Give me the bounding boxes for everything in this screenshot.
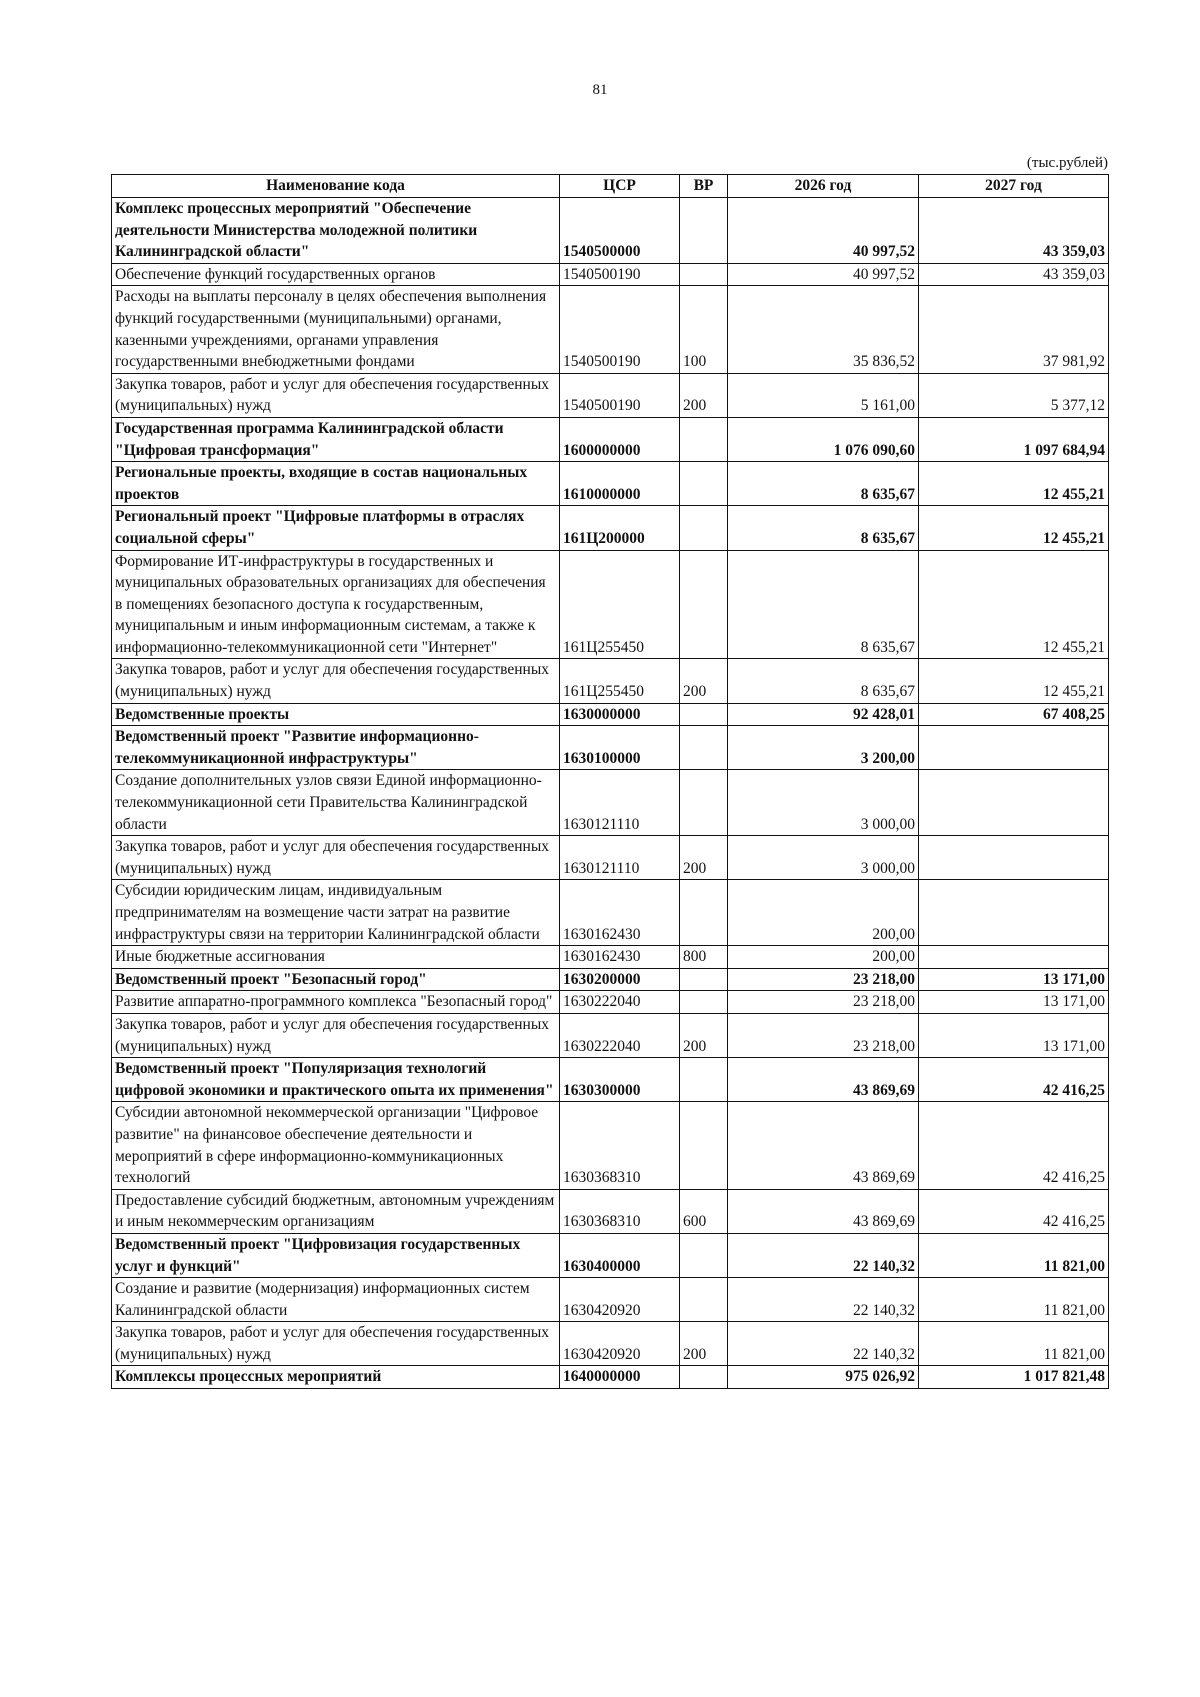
cell-name: Закупка товаров, работ и услуг для обеспечения государственных (муниципальных) нужд (112, 659, 560, 703)
table-row (112, 1322, 1109, 1366)
table-row (112, 1366, 1109, 1389)
cell-2026: 43 869,69 (728, 1058, 919, 1102)
cell-csr: 1540500000 (560, 198, 680, 264)
cell-2027 (919, 880, 1109, 946)
table-row (112, 946, 1109, 969)
header-csr: ЦСР (560, 175, 680, 198)
cell-2027: 13 171,00 (919, 991, 1109, 1014)
cell-2026: 200,00 (728, 880, 919, 946)
cell-csr: 1630368310 (560, 1189, 680, 1233)
cell-name: Региональные проекты, входящие в состав национальных проектов (112, 462, 560, 506)
cell-2026: 23 218,00 (728, 968, 919, 991)
cell-2027 (919, 770, 1109, 836)
cell-2026: 23 218,00 (728, 991, 919, 1014)
cell-2026: 5 161,00 (728, 373, 919, 417)
cell-name: Расходы на выплаты персоналу в целях обеспечения выполнения функций государственными (муниципальными) органами, казенными учреждениями, органами управления государственными внебюджетными фондами (112, 286, 560, 373)
cell-csr: 1540500190 (560, 263, 680, 286)
cell-2026: 8 635,67 (728, 462, 919, 506)
cell-2027: 13 171,00 (919, 1013, 1109, 1057)
cell-vr (680, 1102, 728, 1189)
cell-vr: 200 (680, 659, 728, 703)
table-row (112, 550, 1109, 659)
cell-vr (680, 1278, 728, 1322)
cell-2027: 13 171,00 (919, 968, 1109, 991)
cell-vr: 100 (680, 286, 728, 373)
cell-name: Создание и развитие (модернизация) информационных систем Калининградской области (112, 1278, 560, 1322)
cell-csr: 1630162430 (560, 946, 680, 969)
cell-2027: 12 455,21 (919, 462, 1109, 506)
cell-name: Ведомственный проект "Безопасный город" (112, 968, 560, 991)
table-row (112, 462, 1109, 506)
cell-vr (680, 726, 728, 770)
cell-name: Обеспечение функций государственных органов (112, 263, 560, 286)
cell-2027: 37 981,92 (919, 286, 1109, 373)
cell-name: Ведомственный проект "Популяризация технологий цифровой экономики и практического опыта их применения" (112, 1058, 560, 1102)
table-row (112, 703, 1109, 726)
cell-name: Предоставление субсидий бюджетным, автономным учреждениям и иным некоммерческим организациям (112, 1189, 560, 1233)
page-number: 81 (592, 82, 608, 98)
cell-vr: 200 (680, 373, 728, 417)
table-body (112, 198, 1109, 1389)
cell-name: Ведомственный проект "Цифровизация государственных услуг и функций" (112, 1233, 560, 1277)
cell-2026: 43 869,69 (728, 1102, 919, 1189)
cell-2027: 42 416,25 (919, 1058, 1109, 1102)
cell-2027 (919, 726, 1109, 770)
header-name: Наименование кода (112, 175, 560, 198)
header-2027: 2027 год (919, 175, 1109, 198)
cell-name: Закупка товаров, работ и услуг для обеспечения государственных (муниципальных) нужд (112, 373, 560, 417)
cell-name: Ведомственный проект "Развитие информационно-телекоммуникационной инфраструктуры" (112, 726, 560, 770)
cell-vr (680, 968, 728, 991)
cell-vr (680, 462, 728, 506)
cell-vr: 800 (680, 946, 728, 969)
cell-2027: 1 097 684,94 (919, 417, 1109, 461)
cell-vr (680, 991, 728, 1014)
cell-2026: 35 836,52 (728, 286, 919, 373)
cell-csr: 1540500190 (560, 286, 680, 373)
cell-csr: 1600000000 (560, 417, 680, 461)
cell-name: Развитие аппаратно-программного комплекса "Безопасный город" (112, 991, 560, 1014)
cell-csr: 1630300000 (560, 1058, 680, 1102)
table-row (112, 726, 1109, 770)
cell-2027: 1 017 821,48 (919, 1366, 1109, 1389)
cell-csr: 1630200000 (560, 968, 680, 991)
cell-name: Субсидии юридическим лицам, индивидуальным предпринимателям на возмещение части затрат на развитие инфраструктуры связи на территории Калининградской области (112, 880, 560, 946)
cell-name: Закупка товаров, работ и услуг для обеспечения государственных (муниципальных) нужд (112, 1013, 560, 1057)
cell-csr: 1630400000 (560, 1233, 680, 1277)
table-row (112, 770, 1109, 836)
cell-csr: 1630162430 (560, 880, 680, 946)
table-row (112, 417, 1109, 461)
cell-name: Закупка товаров, работ и услуг для обеспечения государственных (муниципальных) нужд (112, 1322, 560, 1366)
table-row (112, 836, 1109, 880)
cell-vr (680, 1233, 728, 1277)
table-row (112, 263, 1109, 286)
table-row (112, 1189, 1109, 1233)
cell-vr (680, 417, 728, 461)
cell-csr: 1630121110 (560, 836, 680, 880)
cell-2026: 22 140,32 (728, 1233, 919, 1277)
cell-csr: 1630121110 (560, 770, 680, 836)
cell-vr (680, 550, 728, 659)
table-row (112, 198, 1109, 264)
cell-2027: 12 455,21 (919, 659, 1109, 703)
cell-vr (680, 198, 728, 264)
cell-vr (680, 1366, 728, 1389)
cell-name: Создание дополнительных узлов связи Единой информационно-телекоммуникационной сети Правительства Калининградской области (112, 770, 560, 836)
units-note: (тыс.рублей) (1026, 155, 1108, 171)
cell-2027: 5 377,12 (919, 373, 1109, 417)
cell-name: Комплексы процессных мероприятий (112, 1366, 560, 1389)
cell-vr (680, 263, 728, 286)
cell-vr (680, 880, 728, 946)
cell-2026: 3 000,00 (728, 770, 919, 836)
cell-2026: 8 635,67 (728, 506, 919, 550)
cell-vr (680, 703, 728, 726)
table-row (112, 506, 1109, 550)
table-row (112, 968, 1109, 991)
cell-name: Региональный проект "Цифровые платформы в отраслях социальной сферы" (112, 506, 560, 550)
cell-2026: 975 026,92 (728, 1366, 919, 1389)
cell-2026: 3 000,00 (728, 836, 919, 880)
cell-name: Субсидии автономной некоммерческой организации "Цифровое развитие" на финансовое обеспечение деятельности и мероприятий в сфере информационно-коммуникационных технологий (112, 1102, 560, 1189)
cell-name: Иные бюджетные ассигнования (112, 946, 560, 969)
cell-vr (680, 506, 728, 550)
cell-csr: 161Ц255450 (560, 550, 680, 659)
cell-2027: 42 416,25 (919, 1189, 1109, 1233)
header-vr: ВР (680, 175, 728, 198)
cell-2027: 43 359,03 (919, 263, 1109, 286)
cell-2026: 200,00 (728, 946, 919, 969)
table-row (112, 991, 1109, 1014)
cell-2027 (919, 946, 1109, 969)
table-row (112, 1102, 1109, 1189)
cell-2027: 11 821,00 (919, 1233, 1109, 1277)
cell-2026: 1 076 090,60 (728, 417, 919, 461)
cell-2026: 40 997,52 (728, 198, 919, 264)
cell-vr (680, 1058, 728, 1102)
cell-vr: 200 (680, 1322, 728, 1366)
cell-2026: 40 997,52 (728, 263, 919, 286)
cell-vr: 200 (680, 1013, 728, 1057)
cell-csr: 1630420920 (560, 1278, 680, 1322)
table-row (112, 373, 1109, 417)
cell-csr: 161Ц200000 (560, 506, 680, 550)
cell-name: Формирование ИТ-инфраструктуры в государственных и муниципальных образовательных организациях для обеспечения в помещениях безопасного доступа к государственным, муниципальным и иным информационным системам, а также к информационно-телекоммуникационной сети "Интернет" (112, 550, 560, 659)
budget-table (111, 174, 1109, 1389)
table-row (112, 286, 1109, 373)
cell-name: Ведомственные проекты (112, 703, 560, 726)
cell-2027: 11 821,00 (919, 1322, 1109, 1366)
cell-2027: 43 359,03 (919, 198, 1109, 264)
cell-2026: 23 218,00 (728, 1013, 919, 1057)
cell-2027: 67 408,25 (919, 703, 1109, 726)
cell-csr: 1630222040 (560, 991, 680, 1014)
cell-vr: 600 (680, 1189, 728, 1233)
cell-2027: 12 455,21 (919, 506, 1109, 550)
cell-2026: 3 200,00 (728, 726, 919, 770)
cell-csr: 1540500190 (560, 373, 680, 417)
table-row (112, 880, 1109, 946)
table-row (112, 659, 1109, 703)
cell-vr: 200 (680, 836, 728, 880)
cell-2026: 8 635,67 (728, 659, 919, 703)
cell-csr: 1630420920 (560, 1322, 680, 1366)
cell-2027 (919, 836, 1109, 880)
cell-vr (680, 770, 728, 836)
cell-2026: 22 140,32 (728, 1322, 919, 1366)
cell-2027: 42 416,25 (919, 1102, 1109, 1189)
cell-2027: 11 821,00 (919, 1278, 1109, 1322)
cell-name: Государственная программа Калининградской области "Цифровая трансформация" (112, 417, 560, 461)
cell-csr: 1630000000 (560, 703, 680, 726)
cell-2026: 8 635,67 (728, 550, 919, 659)
cell-2026: 92 428,01 (728, 703, 919, 726)
table-header-row (112, 175, 1109, 198)
cell-2026: 43 869,69 (728, 1189, 919, 1233)
cell-csr: 1630368310 (560, 1102, 680, 1189)
cell-2027: 12 455,21 (919, 550, 1109, 659)
header-2026: 2026 год (728, 175, 919, 198)
cell-name: Закупка товаров, работ и услуг для обеспечения государственных (муниципальных) нужд (112, 836, 560, 880)
cell-csr: 1640000000 (560, 1366, 680, 1389)
cell-csr: 161Ц255450 (560, 659, 680, 703)
table-row (112, 1013, 1109, 1057)
cell-name: Комплекс процессных мероприятий "Обеспечение деятельности Министерства молодежной политики Калининградской области" (112, 198, 560, 264)
cell-csr: 1630222040 (560, 1013, 680, 1057)
cell-2026: 22 140,32 (728, 1278, 919, 1322)
table-row (112, 1058, 1109, 1102)
cell-csr: 1610000000 (560, 462, 680, 506)
cell-csr: 1630100000 (560, 726, 680, 770)
table-row (112, 1233, 1109, 1277)
table-row (112, 1278, 1109, 1322)
